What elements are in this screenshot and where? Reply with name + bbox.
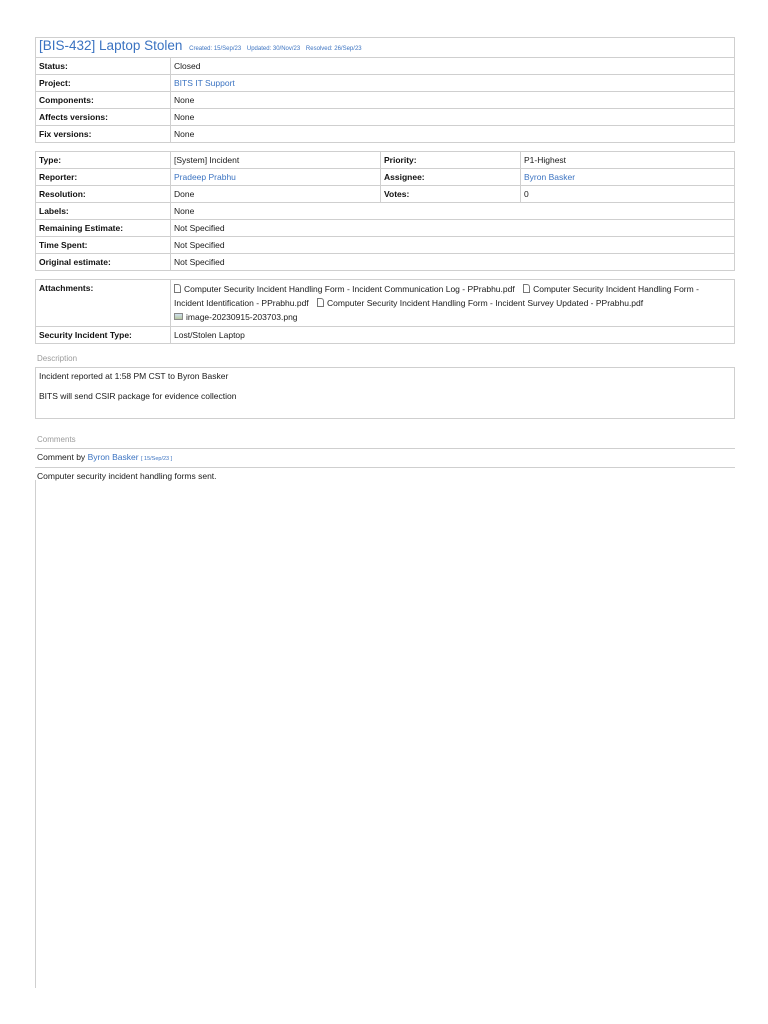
title-cell (36, 38, 735, 58)
description-heading: Description (37, 354, 78, 363)
field-row-original-estimate (36, 254, 735, 271)
file-icon (317, 298, 324, 307)
issue-details-table (35, 151, 735, 271)
field-row-time-spent (36, 237, 735, 254)
assignee-link[interactable]: Byron Basker (524, 172, 576, 182)
time-spent-label: Time Spent: (36, 237, 171, 254)
spacer (35, 271, 735, 279)
comment-body: Computer security incident handling forms sent. (37, 471, 217, 481)
comment-author-link[interactable]: Byron Basker (87, 452, 139, 462)
attachment-image-name[interactable]: image-20230915-203703.png (186, 312, 298, 322)
field-row-components (36, 92, 735, 109)
reporter-value-cell (171, 169, 381, 186)
comment-left-border (35, 480, 36, 988)
attachment-item[interactable] (317, 298, 643, 308)
votes-label: Votes: (381, 186, 521, 203)
field-row-affects-versions (36, 109, 735, 126)
attachments-list (171, 280, 735, 327)
issue-key[interactable]: [BIS-432] (39, 38, 96, 53)
remaining-estimate-label: Remaining Estimate: (36, 220, 171, 237)
status-value: Closed (171, 58, 735, 75)
field-row-project (36, 75, 735, 92)
attachment-name[interactable]: Computer Security Incident Handling Form - Incident Identification - PPrabhu.pdf (174, 284, 699, 308)
attachments-row (36, 280, 735, 327)
remaining-estimate-value: Not Specified (171, 220, 735, 237)
assignee-label: Assignee: (381, 169, 521, 186)
affects-versions-label: Affects versions: (36, 109, 171, 126)
original-estimate-label: Original estimate: (36, 254, 171, 271)
project-link[interactable]: BITS IT Support (174, 78, 235, 88)
issue-dates (189, 46, 365, 52)
comment-prefix: Comment by (37, 452, 86, 462)
status-label: Status: (36, 58, 171, 75)
image-icon (174, 313, 183, 320)
resolved-date: Resolved: 26/Sep/23 (305, 46, 362, 52)
issue-summary[interactable]: Laptop Stolen (99, 38, 183, 53)
resolution-value: Done (171, 186, 381, 203)
file-icon (174, 284, 181, 293)
affects-versions-value: None (171, 109, 735, 126)
reporter-label: Reporter: (36, 169, 171, 186)
type-label: Type: (36, 152, 171, 169)
attachment-image-item[interactable] (174, 312, 298, 322)
time-spent-value: Not Specified (171, 237, 735, 254)
labels-label: Labels: (36, 203, 171, 220)
attachments-label: Attachments: (36, 280, 171, 327)
attachment-name[interactable]: Computer Security Incident Handling Form - Incident Communication Log - PPrabhu.pdf (184, 284, 515, 294)
priority-label: Priority: (381, 152, 521, 169)
field-row-fix-versions (36, 126, 735, 143)
issue-title[interactable] (39, 38, 186, 53)
comments-heading: Comments (37, 435, 76, 444)
type-value: [System] Incident (171, 152, 381, 169)
field-row-remaining-estimate (36, 220, 735, 237)
comment-header (35, 448, 735, 468)
security-incident-label: Security Incident Type: (36, 327, 171, 344)
field-row-labels (36, 203, 735, 220)
votes-value: 0 (521, 186, 735, 203)
field-row-status (36, 58, 735, 75)
attachments-table (35, 279, 735, 344)
file-icon (523, 284, 530, 293)
updated-date: Updated: 30/Nov/23 (246, 46, 301, 52)
components-value: None (171, 92, 735, 109)
attachment-item[interactable] (174, 284, 515, 294)
field-row-resolution (36, 186, 735, 203)
attachment-name[interactable]: Computer Security Incident Handling Form - Incident Survey Updated - PPrabhu.pdf (327, 298, 644, 308)
description-body (35, 367, 735, 419)
comment-date: [ 15/Sep/23 ] (140, 456, 173, 462)
security-incident-row (36, 327, 735, 344)
original-estimate-value: Not Specified (171, 254, 735, 271)
project-label: Project: (36, 75, 171, 92)
field-row-type (36, 152, 735, 169)
assignee-value-cell (521, 169, 735, 186)
field-row-reporter (36, 169, 735, 186)
title-row (36, 38, 735, 58)
resolution-label: Resolution: (36, 186, 171, 203)
priority-value: P1-Highest (521, 152, 735, 169)
fix-versions-label: Fix versions: (36, 126, 171, 143)
components-label: Components: (36, 92, 171, 109)
created-date: Created: 15/Sep/23 (189, 46, 242, 52)
project-value-cell (171, 75, 735, 92)
description-line: BITS will send CSIR package for evidence collection (39, 391, 237, 401)
description-line: Incident reported at 1:58 PM CST to Byron Basker (39, 371, 229, 381)
issue-summary-table (35, 37, 735, 143)
security-incident-value: Lost/Stolen Laptop (171, 327, 735, 344)
reporter-link[interactable]: Pradeep Prabhu (174, 172, 236, 182)
fix-versions-value: None (171, 126, 735, 143)
spacer (35, 143, 735, 151)
issue-page (35, 37, 735, 484)
labels-value: None (171, 203, 735, 220)
